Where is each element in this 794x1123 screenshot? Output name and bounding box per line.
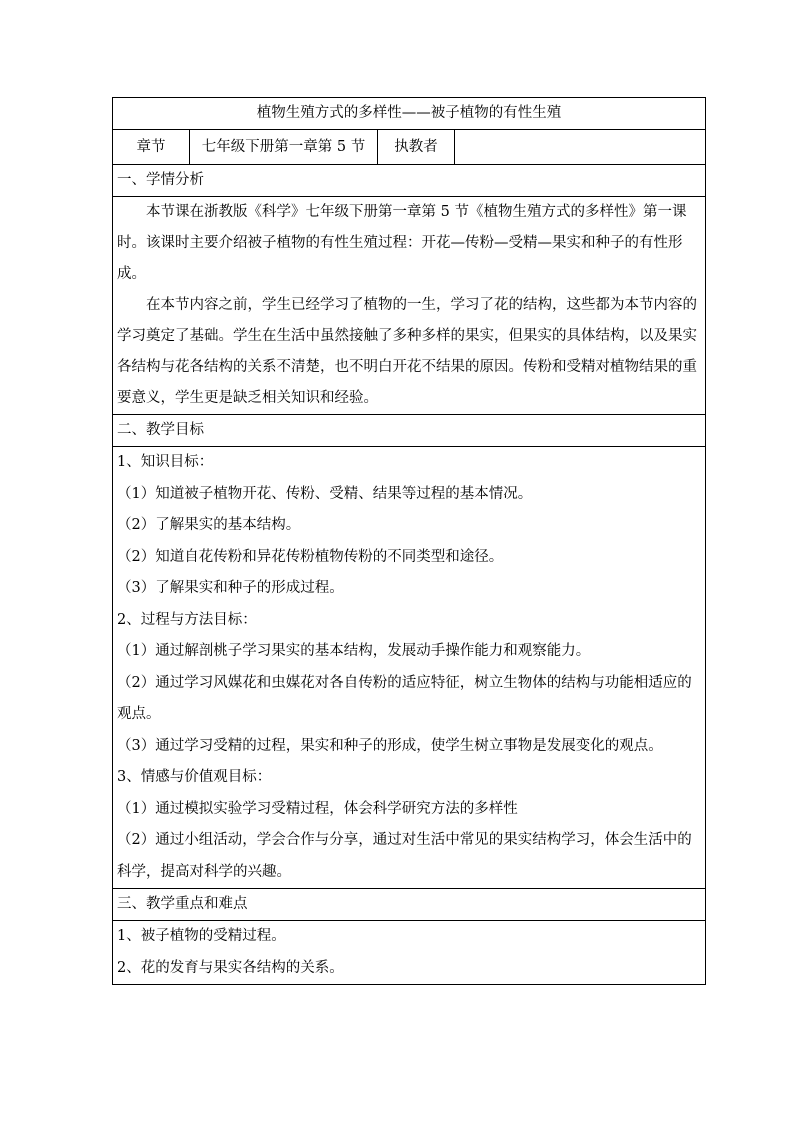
objectives-body [113,447,706,889]
lesson-plan-table [112,97,706,985]
title-row [113,98,706,130]
meta-row [113,130,706,165]
key-points-heading-row [113,889,706,921]
teacher-value [455,130,706,165]
chapter-value: 七年级下册第一章第 5 节 [190,130,378,165]
knowledge-item: （2）知道自花传粉和异花传粉植物传粉的不同类型和途径。 [117,548,504,565]
key-point-item: 2、花的发育与果实各结构的关系。 [117,959,344,976]
objectives-heading: 二、教学目标 [113,415,706,447]
analysis-body-row [113,197,706,415]
process-item: （1）通过解剖桃子学习果实的基本结构，发展动手操作能力和观察能力。 [117,643,591,659]
analysis-paragraph: 本节课在浙教版《科学》七年级下册第一章第 5 节《植物生殖方式的多样性》第一课时。该课时主要介绍被子植物的有性生殖过程：开花—传粉—受精—果实和种子的有性形成。 [117,204,687,282]
knowledge-item: （2）了解果实的基本结构。 [117,517,301,533]
key-points-body-row [113,921,706,985]
emotion-item: （1）通过模拟实验学习受精过程，体会科学研究方法的多样性 [117,800,518,817]
objectives-body-row [113,447,706,889]
key-points-body [113,921,706,985]
analysis-heading-row [113,165,706,197]
knowledge-item: （3）了解果实和种子的形成过程。 [117,580,344,596]
process-title: 2、过程与方法目标： [117,611,257,628]
process-item: （3）通过学习受精的过程，果实和种子的形成，使学生树立事物是发展变化的观点。 [117,737,663,754]
teacher-label: 执教者 [378,130,455,165]
knowledge-title: 1、知识目标： [117,454,214,470]
process-item: （2）通过学习风媒花和虫媒花对各自传粉的适应特征，树立生物体的结构与功能相适应的观点。 [117,674,692,722]
document-title: 植物生殖方式的多样性——被子植物的有性生殖 [113,98,706,130]
knowledge-item: （1）知道被子植物开花、传粉、受精、结果等过程的基本情况。 [117,485,533,502]
chapter-label: 章节 [113,130,190,165]
key-points-heading: 三、教学重点和难点 [113,889,706,921]
analysis-body [113,197,706,415]
key-point-item: 1、被子植物的受精过程。 [117,928,286,944]
emotion-title: 3、情感与价值观目标： [117,769,272,785]
analysis-heading: 一、学情分析 [113,165,706,197]
objectives-heading-row [113,415,706,447]
analysis-paragraph: 在本节内容之前，学生已经学习了植物的一生，学习了花的结构，这些都为本节内容的学习奠定了基础。学生在生活中虽然接触了多种多样的果实，但果实的具体结构，以及果实各结构与花各结构的关系不清楚，也不明白开花不结果的原因。传粉和受精对植物结果的重要意义，学生更是缺乏相关知识和经验。 [117,297,697,406]
emotion-item: （2）通过小组活动，学会合作与分享，通过对生活中常见的果实结构学习，体会生活中的科学，提高对科学的兴趣。 [117,832,692,880]
